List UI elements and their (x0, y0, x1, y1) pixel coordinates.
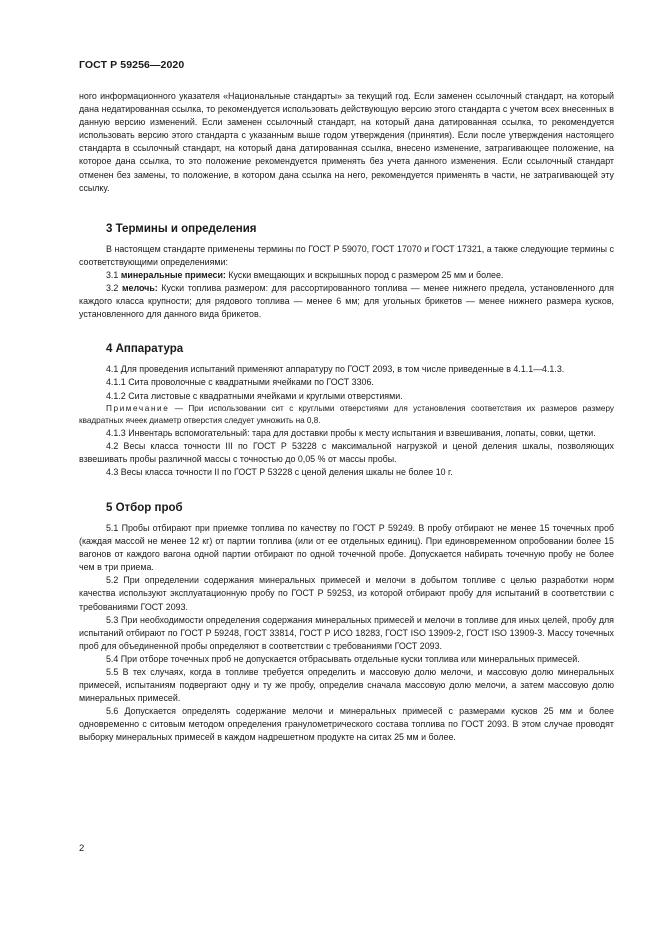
term-3-2 (79, 282, 614, 321)
term-definition: Куски вмещающих и вскрышных пород с размером 25 мм и более. (228, 269, 504, 280)
clause-4-1-2: 4.1.2 Сита листовые с квадратными ячейками и круглыми отверстиями. (106, 390, 403, 401)
note (79, 403, 614, 427)
document-body (79, 90, 614, 745)
clause-5-2: 5.2 При определении содержания минеральных примесей и мелочи в добытом топливе с целью разработки норм качества используют эксплуатационную пробу по ГОСТ Р 59253, из которой отбирают пробу для испытаний в соответствии с требованиями ГОСТ 2093. (79, 575, 614, 612)
section-3-heading: 3 Термины и определения (106, 222, 257, 235)
page-number: 2 (79, 843, 85, 854)
clause-5-3: 5.3 При необходимости определения содержания минеральных примесей и мелочи в топливе для иных целей, пробу для испытаний отбирают по ГОСТ Р 59248, ГОСТ 33814, ГОСТ Р ИСО 18283, ГОСТ ISO 13909-2, ГОСТ ISO 13909-3. Массу точечных проб для объединенной пробы определяют в соответствии с требованиями ГОСТ 2093. (79, 614, 614, 651)
clause-4-3: 4.3 Весы класса точности II по ГОСТ Р 53228 с ценой деления шкалы не более 10 г. (106, 466, 453, 477)
term-3-1 (79, 269, 614, 282)
intro-paragraph: ного информационного указателя «Национальные стандарты» за текущий год. Если заменен ссылочный стандарт, на который дана недатированная ссылка, то рекомендуется использовать действующую версию этого стандарта с учетом всех внесенных в данную версию изменений. Если заменен ссылочный стандарт, на который дана датированная ссылка, то рекомендуется использовать версию этого стандарта с указанным выше годом утверждения (принятия). Если после утверждения настоящего стандарта в ссылочный стандарт, на который дана датированная ссылка, внесено изменение, затрагивающее положение, на которое дана ссылка, то это положение рекомендуется применять без учета данного изменения. Если ссылочный стандарт отменен без замены, то положение, в котором дана ссылка на него, рекомендуется применять в части, не затрагивающей эту ссылку. (79, 91, 614, 193)
term-name: мелочь: (121, 283, 158, 294)
clause-5-5: 5.5 В тех случаях, когда в топливе требуется определить и массовую долю мелочи, и массовую долю минеральных примесей, испытаниям подвергают одну и ту же пробу, определив сначала массовую долю мелочи, а затем массовую долю минеральных примесей. (79, 667, 614, 704)
note-label: Примечание (106, 403, 170, 413)
term-number: 3.1 (106, 269, 119, 280)
clause-5-4: 5.4 При отборе точечных проб не допускается отбрасывать отдельные куски топлива или минеральных примесей. (106, 653, 580, 664)
clause-5-6: 5.6 Допускается определять содержание мелочи и минеральных примесей с размерами кусков 25 мм и более одновременно с ситовым методом определения гранулометрического состава топлива по ГОСТ 2093. В этом случае проводят выборку минеральных примесей в каждом надрешетном продукте на ситах 25 мм и более. (79, 706, 614, 743)
term-number: 3.2 (106, 283, 119, 294)
document-header: ГОСТ Р 59256—2020 (79, 59, 185, 71)
term-definition: Куски топлива размером: для рассортированного топлива — менее нижнего предела, установленного для каждого класса крупности; для рядового топлива — менее 6 мм; для угольных брикетов — менее нижнего размера кусков, установленного для данного вида брикетов. (79, 283, 614, 320)
section-5-heading: 5 Отбор проб (106, 501, 183, 514)
clause-4-1: 4.1 Для проведения испытаний применяют аппаратуру по ГОСТ 2093, в том числе приведенные в 4.1.1—4.1.3. (106, 364, 565, 375)
clause-4-1-3: 4.1.3 Инвентарь вспомогательный: тара для доставки пробы к месту испытания и взвешивания, лопаты, совки, щетки. (106, 427, 596, 438)
section-4-heading: 4 Аппаратура (106, 343, 184, 356)
term-name: минеральные примеси: (120, 269, 226, 280)
clause-5-1: 5.1 Пробы отбирают при приемке топлива по качеству по ГОСТ Р 59249. В пробу отбирают не менее 15 точечных проб (каждая массой не менее 12 кг) от партии топлива (или от ее отдельных единиц). При единовременном опробовании более 15 вагонов от каждого вагона одной партии отбирают по одной точечной пробе. Допускается набирать точечную пробу не более чем в три приема. (79, 522, 614, 573)
clause-4-1-1: 4.1.1 Сита проволочные с квадратными ячейками по ГОСТ 3306. (106, 377, 374, 388)
clause-4-2: 4.2 Весы класса точности III по ГОСТ Р 53228 с максимальной нагрузкой и ценой деления шкалы, позволяющих взвешивать пробы различной массы с точностью до 0,05 % от массы пробы. (79, 440, 614, 464)
section-3-intro: В настоящем стандарте применены термины по ГОСТ Р 59070, ГОСТ 17070 и ГОСТ 17321, а также следующие термины с соответствующими определениями: (79, 243, 614, 267)
note-text: — При использовании сит с круглыми отверстиями для установления соответствия их размеров размеру квадратных ячеек диаметр отверстия следует умножить на 0,8. (79, 403, 614, 425)
